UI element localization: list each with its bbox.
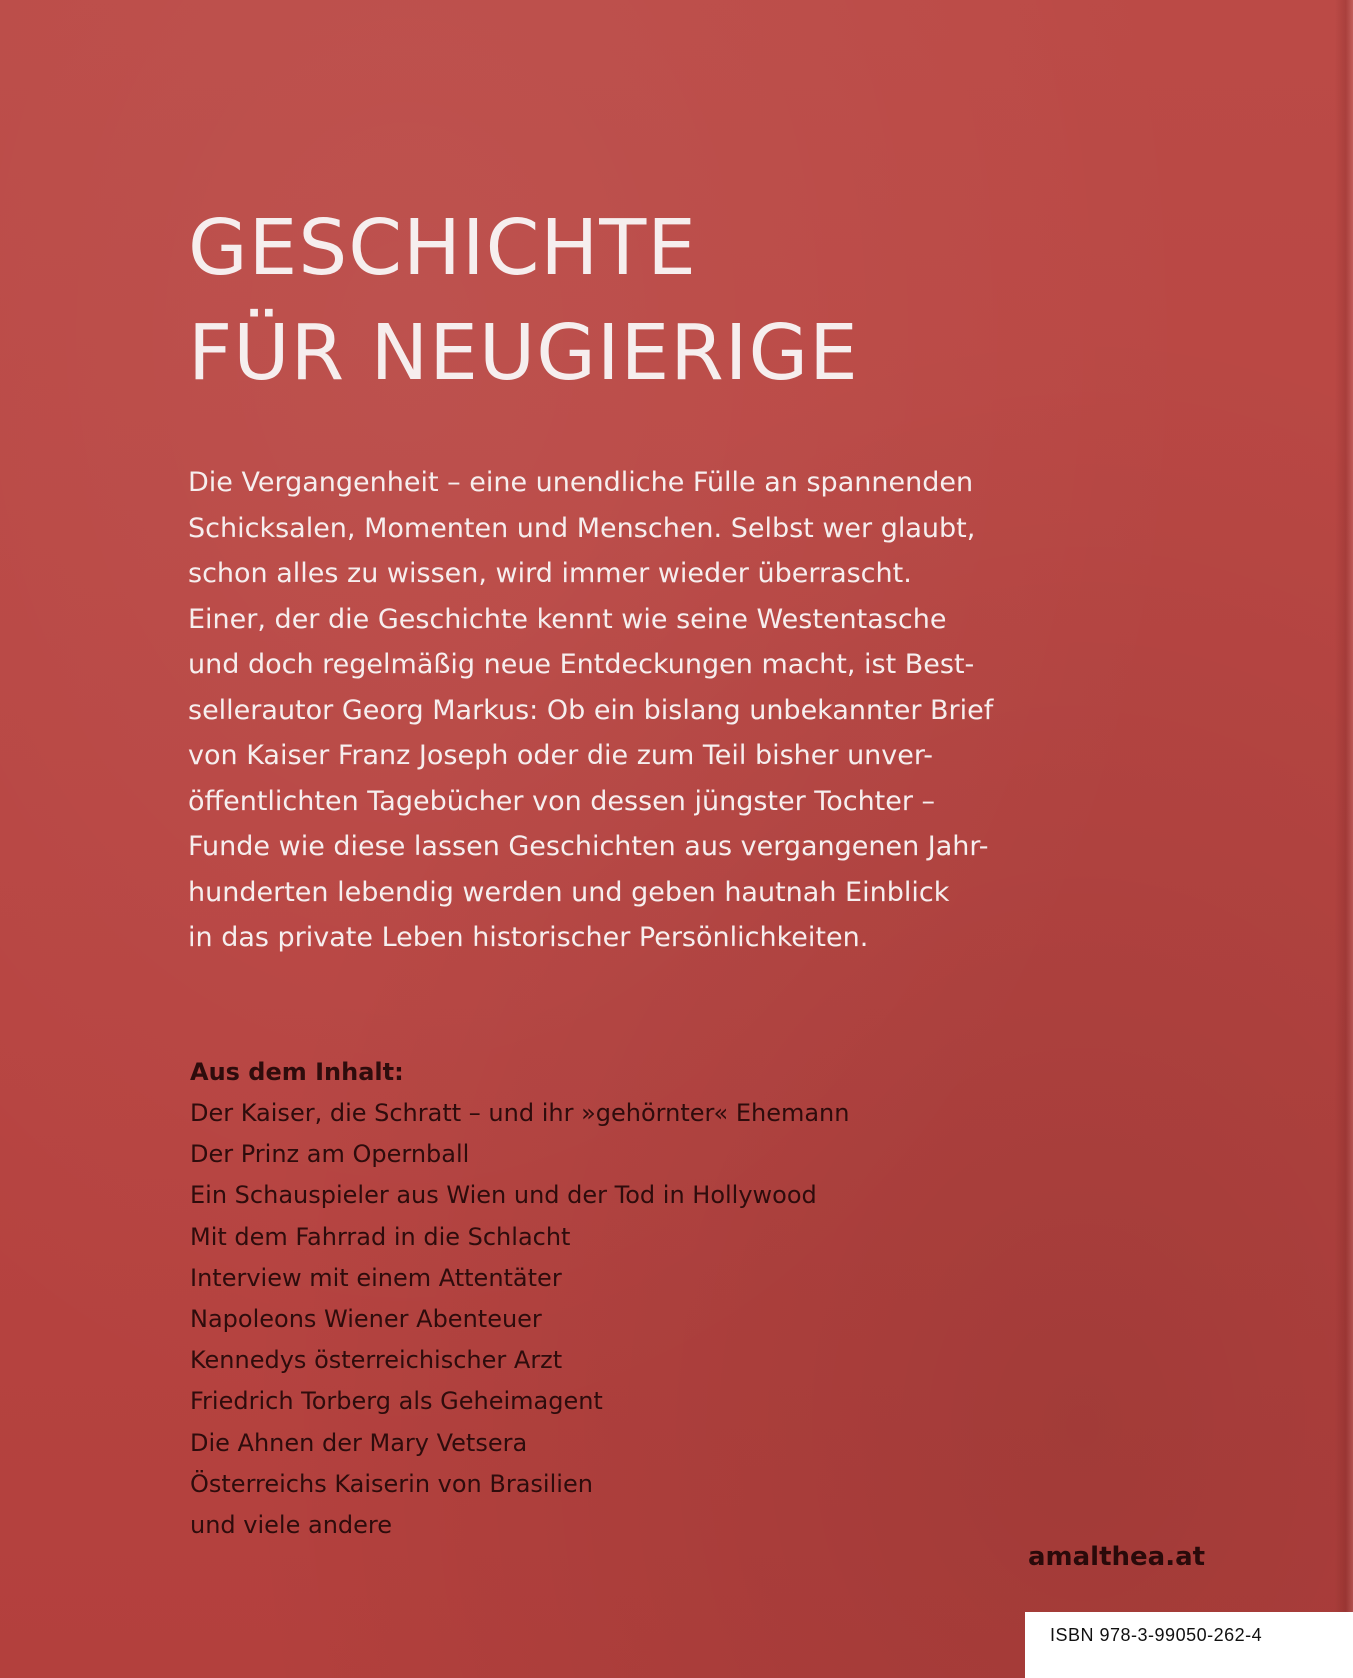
blurb-line: Funde wie diese lassen Geschichten aus vergangenen Jahr- xyxy=(188,831,989,862)
blurb-line: öffentlichten Tagebücher von dessen jüngster Tochter – xyxy=(188,785,936,817)
blurb-line: in das private Leben historischer Persönlichkeiten. xyxy=(188,922,869,953)
contents-item: Kennedys österreichischer Arzt xyxy=(190,1346,563,1375)
contents-list xyxy=(190,1093,849,1546)
publisher-url: amalthea.at xyxy=(1028,1542,1206,1572)
isbn-label-box xyxy=(1025,1612,1353,1678)
blurb-line: und doch regelmäßig neue Entdeckungen macht, ist Best- xyxy=(188,649,975,680)
contents-item: Mit dem Fahrrad in die Schlacht xyxy=(190,1222,571,1251)
contents-item: Napoleons Wiener Abenteuer xyxy=(190,1305,542,1334)
cover-title-line-1: GESCHICHTE xyxy=(188,204,697,293)
contents-section xyxy=(190,1052,849,1546)
contents-item: Der Kaiser, die Schratt – und ihr »gehörnter« Ehemann xyxy=(190,1099,850,1127)
isbn-text: ISBN 978-3-99050-262-4 xyxy=(1050,1625,1263,1645)
contents-item: Ein Schauspieler aus Wien und der Tod in Hollywood xyxy=(190,1181,817,1210)
blurb-line: schon alles zu wissen, wird immer wieder überrascht. xyxy=(188,558,912,589)
blurb-line: Schicksalen, Momenten und Menschen. Selbst wer glaubt, xyxy=(188,512,976,544)
contents-item: Der Prinz am Opernball xyxy=(190,1140,470,1169)
cover-edge-shadow xyxy=(1335,0,1353,1678)
contents-item: Friedrich Torberg als Geheimagent xyxy=(190,1387,603,1416)
blurb-line: Einer, der die Geschichte kennt wie seine Westentasche xyxy=(188,603,947,635)
blurb-line: sellerautor Georg Markus: Ob ein bislang unbekannter Brief xyxy=(188,694,994,726)
contents-item: Die Ahnen der Mary Vetsera xyxy=(190,1428,528,1457)
contents-heading: Aus dem Inhalt: xyxy=(190,1058,404,1086)
contents-item: Österreichs Kaiserin von Brasilien xyxy=(190,1469,593,1498)
cover-blurb xyxy=(188,460,1118,961)
cover-title xyxy=(188,196,859,406)
contents-item: und viele andere xyxy=(190,1511,393,1540)
blurb-line: hunderten lebendig werden und geben hautnah Einblick xyxy=(188,876,950,908)
cover-title-line-2: FÜR NEUGIERIGE xyxy=(188,309,859,398)
blurb-line: von Kaiser Franz Joseph oder die zum Teil bisher unver- xyxy=(188,740,934,771)
contents-item: Interview mit einem Attentäter xyxy=(190,1263,562,1292)
blurb-line: Die Vergangenheit – eine unendliche Fülle an spannenden xyxy=(188,467,974,498)
